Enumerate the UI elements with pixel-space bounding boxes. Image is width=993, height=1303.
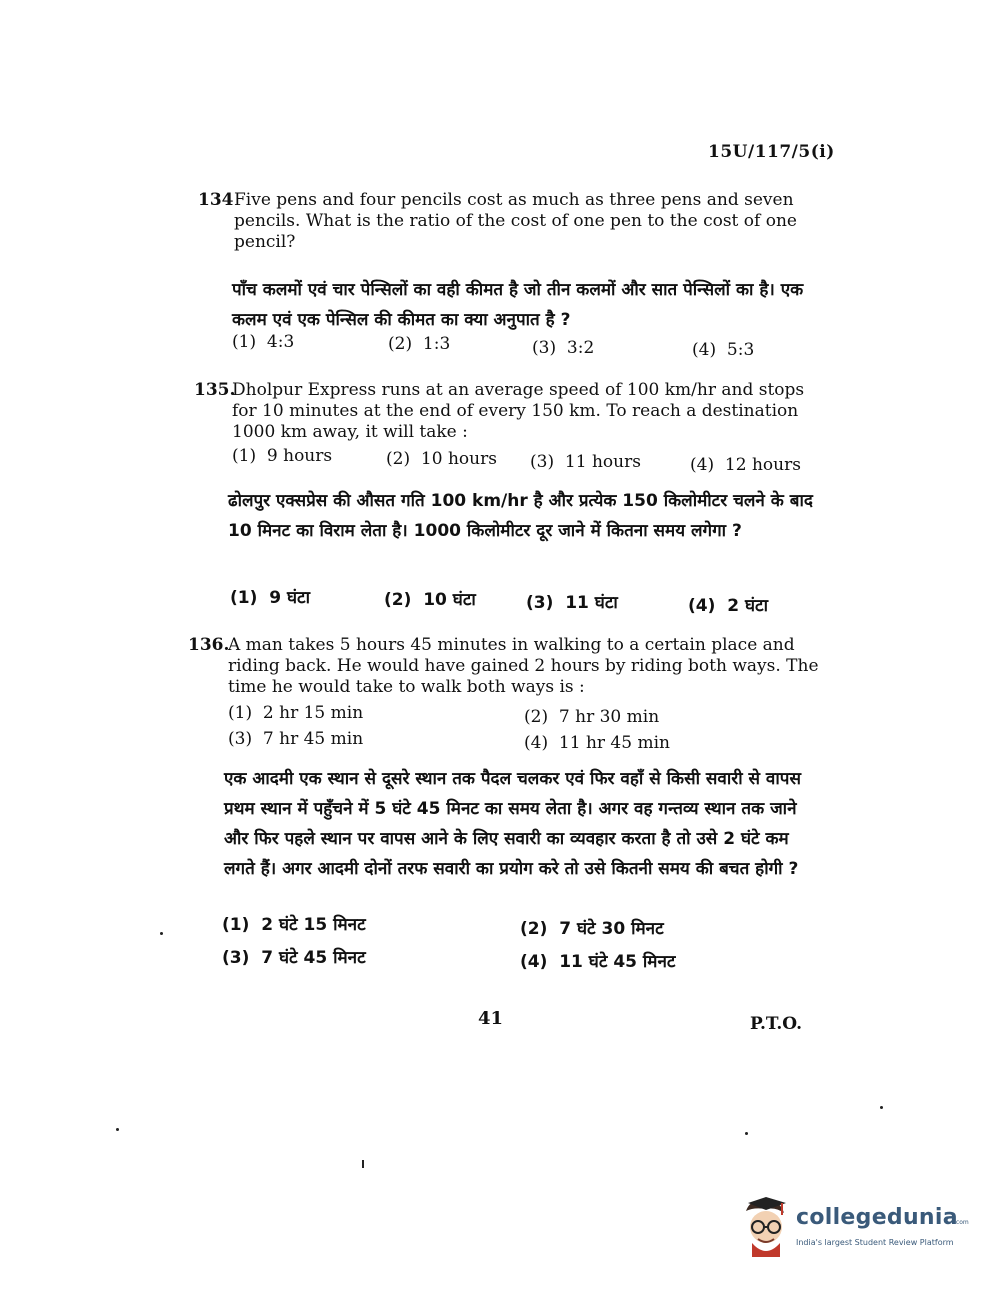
question-135-english: 135. Dholpur Express runs at an average speed of 100 km/hr and stops for 10 minutes at the end of every 150 km. To reach a destination 1000 km away, it will take : [194, 380, 805, 442]
q134-option-2: (2) 1:3 [388, 334, 451, 354]
collegedunia-logo [736, 1195, 969, 1265]
scan-speck [116, 1128, 119, 1131]
scan-speck [362, 1160, 364, 1168]
logo-wordmark: collegedunia [796, 1205, 958, 1230]
question-136-hindi: एक आदमी एक स्थान से दूसरे स्थान तक पैदल चलकर एवं फिर वहाँ से किसी सवारी से वापस प्रथम स्थान में पहुँचने में 5 घंटे 45 मिनट का समय लेता है। अगर वह गन्तव्य स्थान तक जाने और फिर पहले स्थान पर वापस आने के लिए सवारी का व्यवहार करता है तो उसे 2 घंटे कम लगते हैं। अगर आदमी दोनों तरफ सवारी का प्रयोग करे तो उसे कितनी समय की बचत होगी ? [224, 769, 801, 879]
q135-option-en-4: (4) 12 hours [690, 455, 801, 475]
logo-domain: .com [954, 1219, 969, 1226]
question-135 [194, 380, 822, 443]
q136-option-hi-1: (1) 2 घंटे 15 मिनट [222, 915, 366, 935]
paper-code: 15U/117/5(i) [708, 142, 835, 162]
question-136-english: 136. A man takes 5 hours 45 minutes in walking to a certain place and riding back. He would have gained 2 hours by riding both ways. The time he would take to walk both ways is : [188, 635, 819, 697]
pto-label: P.T.O. [750, 1014, 802, 1034]
q135-option-en-3: (3) 11 hours [530, 452, 641, 472]
q135-option-hi-1: (1) 9 घंटा [230, 588, 310, 608]
question-number: 135. [194, 380, 236, 400]
q136-option-hi-3: (3) 7 घंटे 45 मिनट [222, 948, 366, 968]
question-135-hindi: ढोलपुर एक्सप्रेस की औसत गति 100 km/hr है और प्रत्येक 150 किलोमीटर चलने के बाद 10 मिनट का विराम लेता है। 1000 किलोमीटर दूर जाने में कितना समय लगेगा ? [228, 491, 813, 541]
question-136 [188, 635, 820, 698]
q135-option-en-2: (2) 10 hours [386, 449, 497, 469]
q136-option-en-3: (3) 7 hr 45 min [228, 729, 364, 749]
question-134-english: 134 Five pens and four pencils cost as much as three pens and seven pencils. What is the ratio of the cost of one pen to the cost of one pencil? [198, 190, 797, 252]
q135-option-hi-2: (2) 10 घंटा [384, 590, 476, 610]
q135-option-hi-4: (4) 2 घंटा [688, 596, 768, 616]
q134-option-1: (1) 4:3 [232, 332, 295, 352]
mascot-icon [736, 1197, 794, 1259]
q134-option-4: (4) 5:3 [692, 340, 755, 360]
q136-option-hi-2: (2) 7 घंटे 30 मिनट [520, 919, 664, 939]
question-134-hindi: पाँच कलमों एवं चार पेन्सिलों का वही कीमत है जो तीन कलमों और सात पेन्सिलों का है। एक कलम एवं एक पेन्सिल की कीमत का क्या अनुपात है ? [232, 280, 804, 330]
question-number: 134 [198, 190, 234, 210]
page-number: 41 [478, 1008, 504, 1029]
q136-option-en-4: (4) 11 hr 45 min [524, 733, 670, 753]
logo-tagline: India's largest Student Review Platform [796, 1238, 954, 1247]
scan-speck [880, 1106, 883, 1109]
question-number: 136. [188, 635, 230, 655]
q136-option-en-2: (2) 7 hr 30 min [524, 707, 660, 727]
q135-option-hi-3: (3) 11 घंटा [526, 593, 618, 613]
q136-option-en-1: (1) 2 hr 15 min [228, 703, 364, 723]
scan-speck [160, 932, 163, 935]
question-134 [198, 190, 823, 253]
q134-option-3: (3) 3:2 [532, 338, 595, 358]
q135-option-en-1: (1) 9 hours [232, 446, 333, 466]
scan-speck [745, 1132, 748, 1135]
q136-option-hi-4: (4) 11 घंटे 45 मिनट [520, 952, 676, 972]
